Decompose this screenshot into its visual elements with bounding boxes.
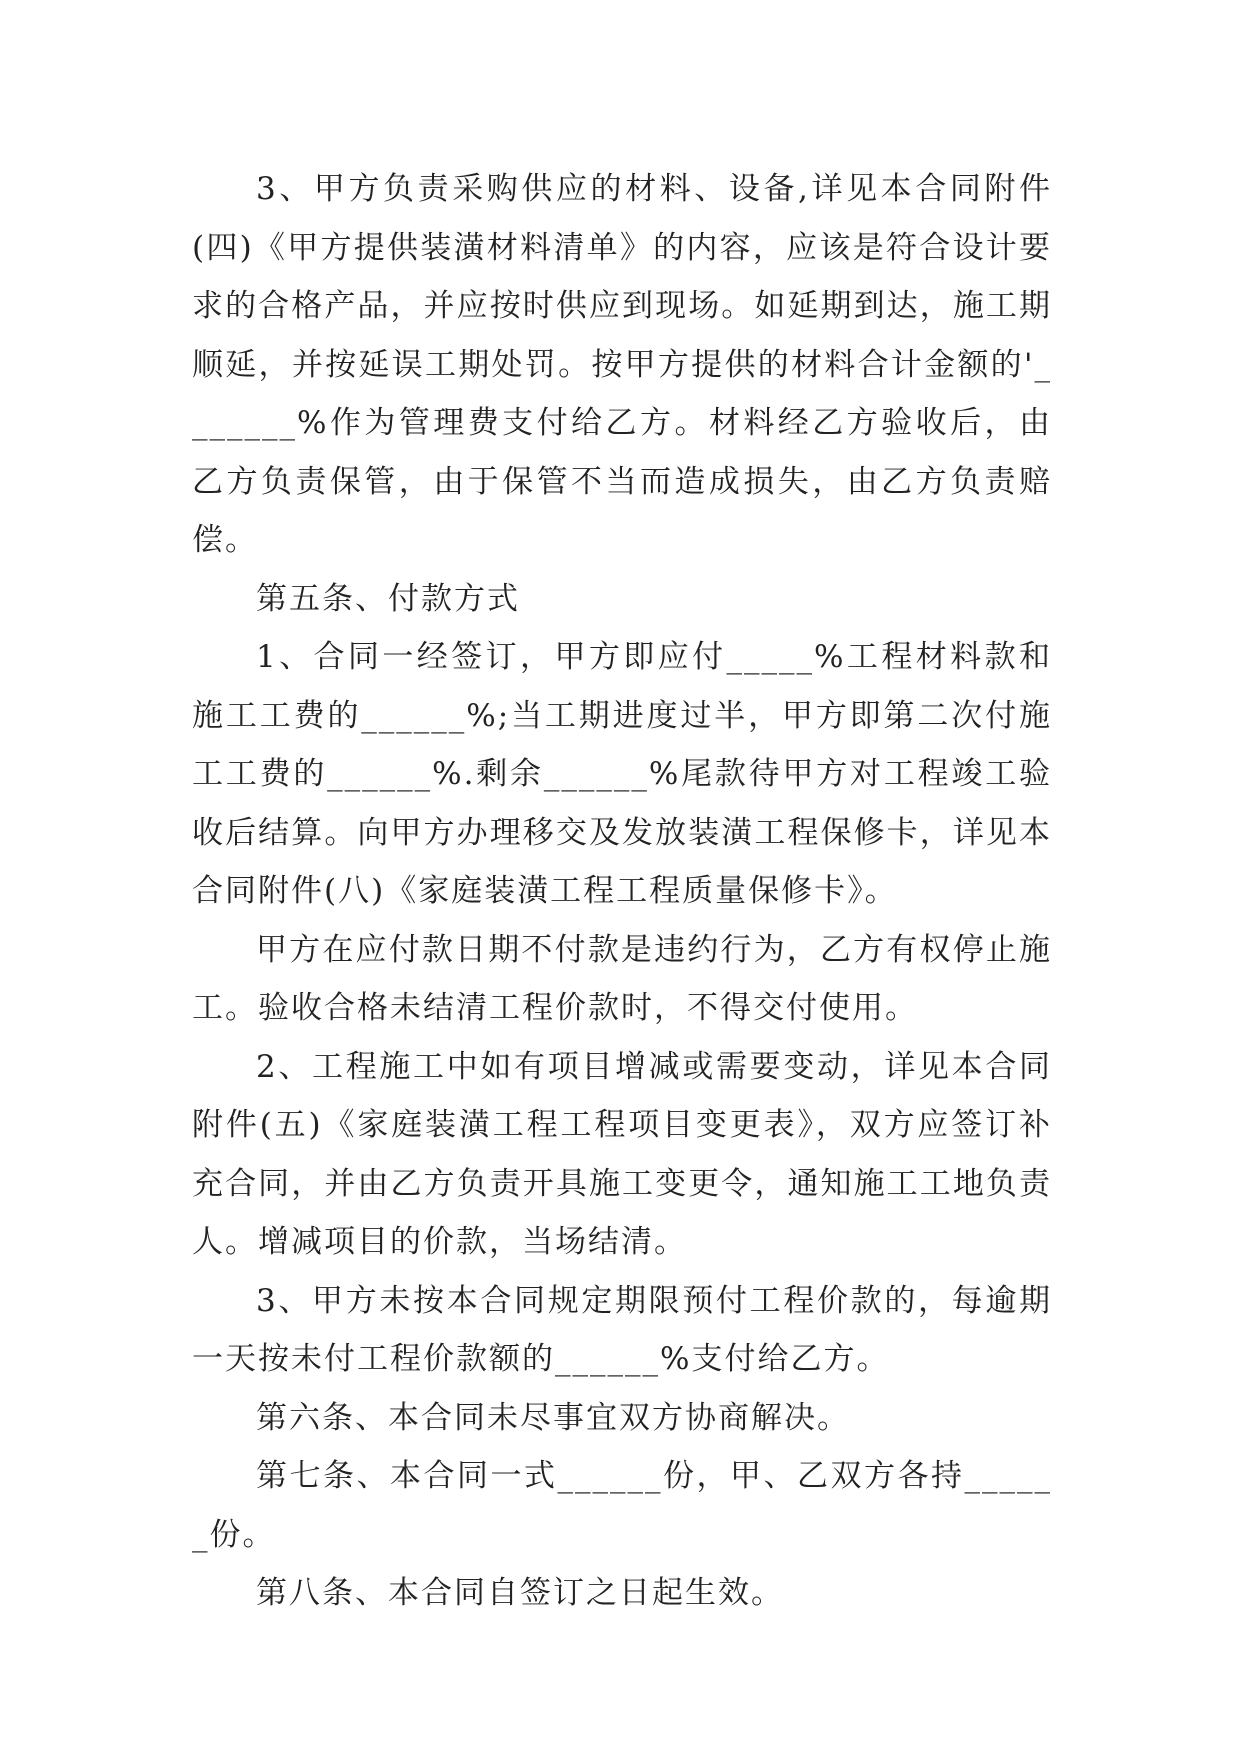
paragraph-payment-schedule: 1、合同一经签订，甲方即应付_____%工程材料款和施工工费的______%;当工期进度过半，甲方即第二次付施工工费的______%.剩余______%尾款待甲方对工程竣工验收后结算。向甲方办理移交及发放装潢工程保修卡，详见本合同附件(八)《家庭装潢工程工程质量保修卡》。 [192, 639, 1052, 909]
document-body [192, 160, 1052, 1623]
paragraph-overdue-penalty: 3、甲方未按本合同规定期限预付工程价款的，每逾期一天按未付工程价款额的______%支付给乙方。 [192, 1282, 1052, 1377]
article-8-heading: 第八条、本合同自签订之日起生效。 [256, 1575, 784, 1611]
article-7-heading: 第七条、本合同一式______份，甲、乙双方各持______份。 [192, 1458, 1052, 1553]
paragraph-material-supply: 3、甲方负责采购供应的材料、设备,详见本合同附件(四)《甲方提供装潢材料清单》的内容，应该是符合设计要求的合格产品，并应按时供应到现场。如延期到达，施工期顺延，并按延误工期处罚。按甲方提供的材料合计金额的'_______%作为管理费支付给乙方。材料经乙方验收后，由乙方负责保管，由于保管不当而造成损失，由乙方负责赔偿。 [192, 171, 1052, 558]
paragraph-late-payment-breach: 甲方在应付款日期不付款是违约行为，乙方有权停止施工。验收合格未结清工程价款时，不得交付使用。 [192, 931, 1052, 1026]
article-5-heading: 第五条、付款方式 [256, 580, 520, 617]
article-6-heading: 第六条、本合同未尽事宜双方协商解决。 [256, 1399, 850, 1436]
paragraph-project-changes: 2、工程施工中如有项目增减或需要变动，详见本合同附件(五)《家庭装潢工程工程项目变更表》，双方应签订补充合同，并由乙方负责开具施工变更令，通知施工工地负责人。增减项目的价款，当场结清。 [192, 1048, 1052, 1260]
